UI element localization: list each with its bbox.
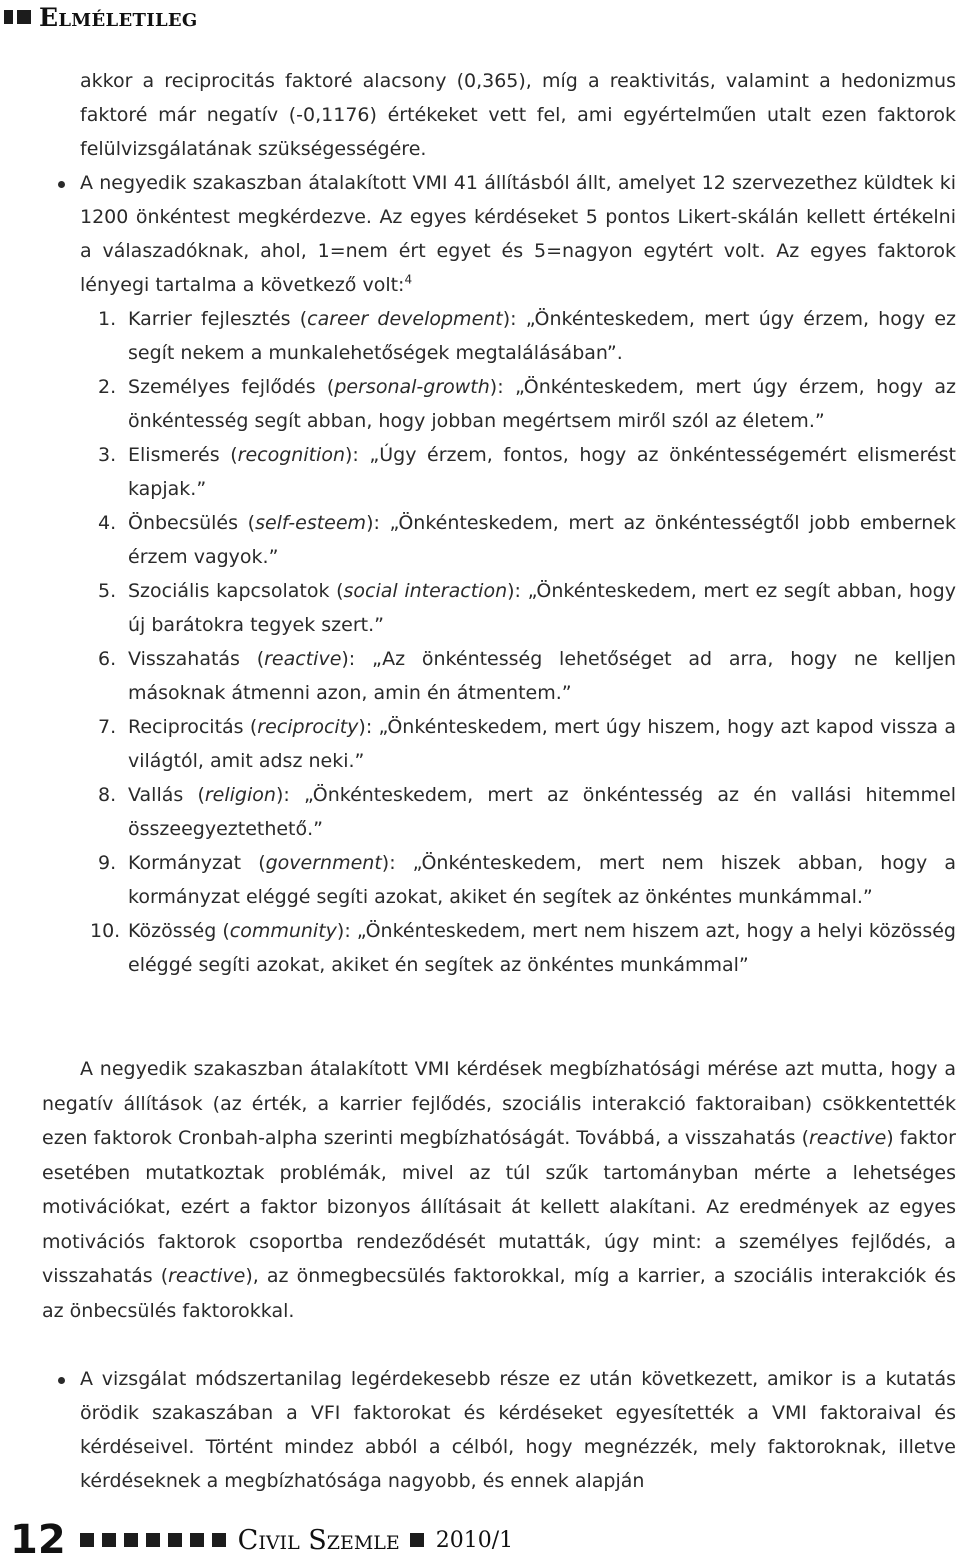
factor-name: Önbecsülés ( bbox=[128, 512, 256, 534]
factor-quote: ): „Önkénteskedem, mert úgy hiszem, hogy azt kapod vissza a világtól, amit adsz neki.” bbox=[128, 716, 956, 772]
factor-term: religion bbox=[204, 784, 276, 806]
factor-quote: ): „Önkénteskedem, mert nem hiszek abban, hogy a kormányzat eléggé segíti azokat, akiket én segítek az önkéntes munkámmal.” bbox=[128, 852, 956, 908]
footer-square-icon bbox=[410, 1533, 424, 1547]
item-number: 2. bbox=[98, 376, 117, 398]
list-item bbox=[80, 302, 956, 370]
bullet-text: A negyedik szakaszban átalakított VMI 41 állításból állt, amelyet 12 szervezethez küldtek ki 1200 önkéntest megkérdezve. Az egyes kérdéseket 5 pontos Likert-skálán kellett értékelni a válaszadóknak, ahol, 1=nem ért egyet és 5=nagyon egytért volt. Az egyes faktorok lényegi tartalma a következő volt: bbox=[80, 172, 956, 296]
second-bullet-block bbox=[80, 1362, 956, 1498]
factor-term: reactive bbox=[264, 648, 342, 670]
factor-quote: ): „Önkénteskedem, mert az önkéntességtől jobb embernek érzem vagyok.” bbox=[128, 512, 956, 568]
factor-quote: ): „Önkénteskedem, mert nem hiszem azt, hogy a helyi közösség eléggé segíti azokat, akiket én segítek az önkéntes munkámmal” bbox=[128, 920, 956, 976]
list-item bbox=[80, 778, 956, 846]
factor-term: recognition bbox=[237, 444, 346, 466]
list-item bbox=[80, 914, 956, 982]
item-number: 10. bbox=[90, 920, 121, 942]
magazine-name: Civil Szemle bbox=[237, 1524, 400, 1556]
list-item bbox=[80, 710, 956, 778]
bullet-icon bbox=[58, 1377, 65, 1384]
bullet-paragraph bbox=[80, 1362, 956, 1498]
header-square-icon bbox=[4, 10, 13, 24]
footer-square-icon bbox=[102, 1533, 116, 1547]
factor-term: social interaction bbox=[343, 580, 508, 602]
page-number: 12 bbox=[10, 1517, 66, 1563]
footer-square-icon bbox=[124, 1533, 138, 1547]
factor-term: self-esteem bbox=[255, 512, 367, 534]
main-text bbox=[80, 64, 956, 982]
factor-quote: ): „Önkénteskedem, mert úgy érzem, hogy az önkéntesség segít abban, hogy jobban megértsem miről szól az életem.” bbox=[128, 376, 957, 432]
term-reactive: reactive bbox=[168, 1265, 246, 1287]
footer-square-icon bbox=[80, 1533, 94, 1547]
factor-name: Személyes fejlődés ( bbox=[128, 376, 335, 398]
item-number: 9. bbox=[98, 852, 117, 874]
section-header bbox=[4, 0, 198, 34]
factor-name: Közösség ( bbox=[128, 920, 230, 942]
item-number: 7. bbox=[98, 716, 117, 738]
term-reactive: reactive bbox=[809, 1127, 887, 1149]
factor-name: Elismerés ( bbox=[128, 444, 238, 466]
list-item bbox=[80, 370, 956, 438]
footer-square-icon bbox=[190, 1533, 204, 1547]
factor-name: Visszahatás ( bbox=[128, 648, 265, 670]
footer-square-icon bbox=[146, 1533, 160, 1547]
list-item bbox=[80, 438, 956, 506]
footnote-ref: 4 bbox=[404, 272, 413, 287]
bullet-paragraph bbox=[80, 166, 956, 302]
list-item bbox=[80, 846, 956, 914]
section-title: Elméletileg bbox=[39, 2, 198, 32]
factor-name: Szociális kapcsolatok ( bbox=[128, 580, 344, 602]
factor-term: career development bbox=[307, 308, 503, 330]
list-item bbox=[80, 574, 956, 642]
item-number: 8. bbox=[98, 784, 117, 806]
factor-name: Reciprocitás ( bbox=[128, 716, 258, 738]
footer-square-icon bbox=[212, 1533, 226, 1547]
list-item bbox=[80, 506, 956, 574]
list-item bbox=[80, 642, 956, 710]
item-number: 4. bbox=[98, 512, 117, 534]
issue-number: 2010/1 bbox=[435, 1527, 514, 1553]
continuation-paragraph: akkor a reciprocitás faktoré alacsony (0,365), míg a reaktivitás, valamint a hedonizmus faktoré már negatív (-0,1176) értékeket vett fel, ami egyértelműen utalt ezen faktorok felülvizsgálatának szükségességére. bbox=[80, 70, 956, 160]
factor-term: community bbox=[229, 920, 337, 942]
factor-quote: ): „Önkénteskedem, mert úgy érzem, hogy ez segít nekem a munkalehetőségek megtalálásában”. bbox=[128, 308, 956, 364]
footer-square-icon bbox=[168, 1533, 182, 1547]
page-footer bbox=[10, 1518, 513, 1562]
factor-quote: ): „Az önkéntesség lehetőséget ad arra, hogy ne kelljen másoknak átmenni azon, amin én átmentem.” bbox=[128, 648, 957, 704]
item-number: 6. bbox=[98, 648, 117, 670]
factor-name: Kormányzat ( bbox=[128, 852, 266, 874]
header-square-icon bbox=[17, 10, 31, 24]
factor-term: personal-growth bbox=[334, 376, 490, 398]
factor-quote: ): „Úgy érzem, fontos, hogy az önkéntességemért elismerést kapjak.” bbox=[128, 444, 957, 500]
item-number: 1. bbox=[98, 308, 117, 330]
item-number: 3. bbox=[98, 444, 117, 466]
factor-quote: ): „Önkénteskedem, mert ez segít abban, hogy új barátokra tegyek szert.” bbox=[128, 580, 956, 636]
factor-name: Karrier fejlesztés ( bbox=[128, 308, 308, 330]
factor-quote: ): „Önkénteskedem, mert az önkéntesség az én vallási hitemmel összeegyeztethető.” bbox=[128, 784, 957, 840]
factor-list bbox=[80, 302, 956, 982]
bullet-text: A vizsgálat módszertanilag legérdekesebb része ez után következett, amikor is a kutatás örödik szakaszában a VFI faktorokat és kérdéseket egyesítették a VMI faktoraival és kérdéseivel. Történt mindez abból a célból, hogy megnézzék, mely faktoroknak, illetve kérdéseknek a megbízhatósága nagyobb, és ennek alapján bbox=[80, 1368, 956, 1492]
results-paragraph: A negyedik szakaszban átalakított VMI kérdések megbízhatósági mérése azt mutta, hogy a negatív állítások (az érték, a karrier fejlődés, szociális interakció faktoraiban) csökkentették ezen faktorok Cronbah-alpha szerinti megbízhatóságát. Továbbá, a visszahatás (reactive) faktor esetében mutatkoztak problémák, mivel az túl szűk tartományban mérte a lehetséges motivációkat, ezért a faktor bizonyos állításait át kellett alakítani. Az eredmények az egyes motivációs faktorok csoportba rendeződését mutatták, úgy mint: a személyes fejlődés, a visszahatás (reactive), az önmegbecsülés faktorokkal, míg a karrier, a szociális interakciók és az önbecsülés faktorokkal. bbox=[42, 1058, 956, 1322]
item-number: 5. bbox=[98, 580, 117, 602]
factor-term: reciprocity bbox=[257, 716, 359, 738]
factor-term: government bbox=[265, 852, 382, 874]
factor-name: Vallás ( bbox=[128, 784, 205, 806]
bullet-icon bbox=[58, 181, 65, 188]
